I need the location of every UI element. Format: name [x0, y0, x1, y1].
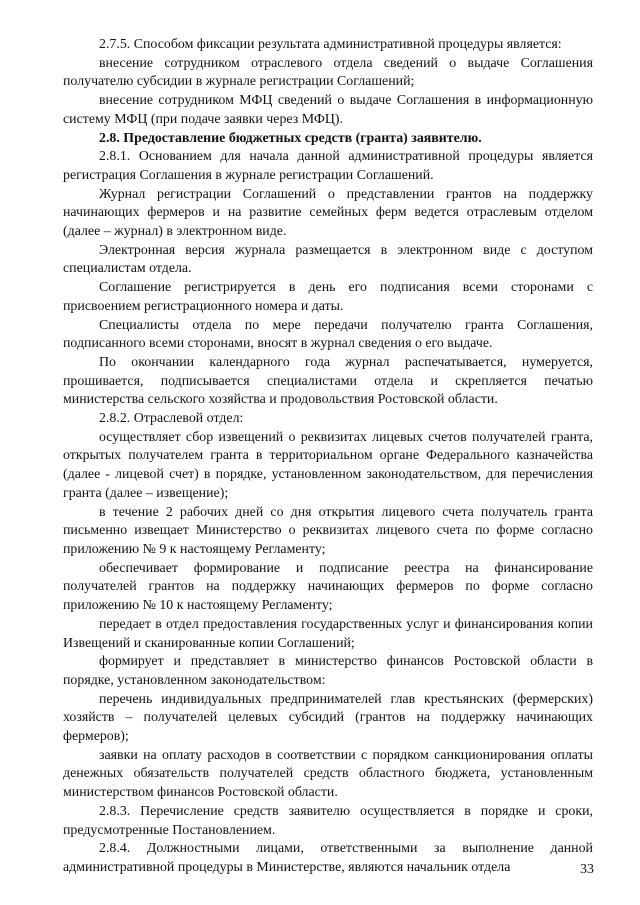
- document-body: [63, 36, 593, 878]
- paragraph-2-8-4: 2.8.4. Должностными лицами, ответственными за выполнение данной административной процедуры в Министерстве, являются начальник отдела: [63, 841, 593, 875]
- paragraph-forms-and-submits: формирует и представляет в министерство финансов Ростовской области в порядке, установленном законодательством:: [63, 654, 593, 688]
- paragraph-2-8-3: 2.8.3. Перечисление средств заявителю осуществляется в порядке и сроки, предусмотренные Постановлением.: [63, 803, 593, 838]
- paragraph-specialists: Специалисты отдела по мере передачи получателю гранта Соглашения, подписанного всеми сторонами, вносят в журнал сведения о его выдаче.: [63, 317, 593, 352]
- paragraph-journal: Журнал регистрации Соглашений о представлении грантов на поддержку начинающих фермеров и на развитие семейных ферм ведется отраслевым отделом (далее – журнал) в электронном виде.: [63, 186, 593, 240]
- paragraph-within-2-days: в течение 2 рабочих дней со дня открытия лицевого счета получатель гранта письменно извещает Министерство о реквизитах лицевого счета по форме согласно приложению № 9 к настоящему Регламенту;: [63, 504, 593, 557]
- section-heading-2-8: 2.8. Предоставление бюджетных средств (гранта) заявителю.: [99, 130, 482, 146]
- paragraph-year-end: По окончании календарного года журнал распечатывается, нумеруется, прошивается, подписывается специалистами отдела и скрепляется печатью министерства сельского хозяйства и продовольствия Ростовской области.: [63, 354, 593, 408]
- paragraph-transfers-copies: передает в отдел предоставления государственных услуг и финансирования копии Извещений и сканированные копии Соглашений;: [63, 616, 593, 651]
- paragraph-record-in-mfc: внесение сотрудником МФЦ сведений о выдаче Соглашения в информационную систему МФЦ (при подаче заявки через МФЦ).: [63, 93, 593, 127]
- paragraph-2-8-2: 2.8.2. Отраслевой отдел:: [99, 411, 244, 427]
- paragraph-registry: обеспечивает формирование и подписание реестра на финансирование получателей грантов на поддержку начинающих фермеров по форме согласно приложению № 10 к настоящему Регламенту;: [63, 560, 593, 614]
- page-number: 33: [580, 862, 594, 877]
- paragraph-registration: Соглашение регистрируется в день его подписания всеми сторонами с присвоением регистрационного номера и даты.: [63, 280, 593, 314]
- paragraph-record-in-journal: внесение сотрудником отраслевого отдела сведений о выдаче Соглашения получателю субсидии в журнале регистрации Соглашений;: [63, 55, 593, 90]
- paragraph-list-of-entrepreneurs: перечень индивидуальных предпринимателей глав крестьянских (фермерских) хозяйств – получателей целевых субсидий (грантов на поддержку начинающих фермеров);: [63, 691, 593, 745]
- paragraph-2-8-1: 2.8.1. Основанием для начала данной административной процедуры является регистрация Соглашения в журнале регистрации Соглашений.: [63, 149, 593, 183]
- paragraph-collects-notices: осуществляет сбор извещений о реквизитах лицевых счетов получателей гранта, открытых получателем гранта в территориальном органе Федерального казначейства (далее - лицевой счет) в порядке, установленном законодательством, для перечисления гранта (далее – извещение);: [63, 429, 593, 501]
- paragraph-payment-requests: заявки на оплату расходов в соответствии с порядком санкционирования оплаты денежных обязательств получателей средств областного бюджета, установленным министерством финансов Ростовской области.: [63, 747, 593, 801]
- paragraph-electronic-version: Электронная версия журнала размещается в электронном виде с доступом специалистам отдела.: [63, 242, 593, 277]
- paragraph-2-7-5: 2.7.5. Способом фиксации результата административной процедуры является:: [99, 37, 562, 52]
